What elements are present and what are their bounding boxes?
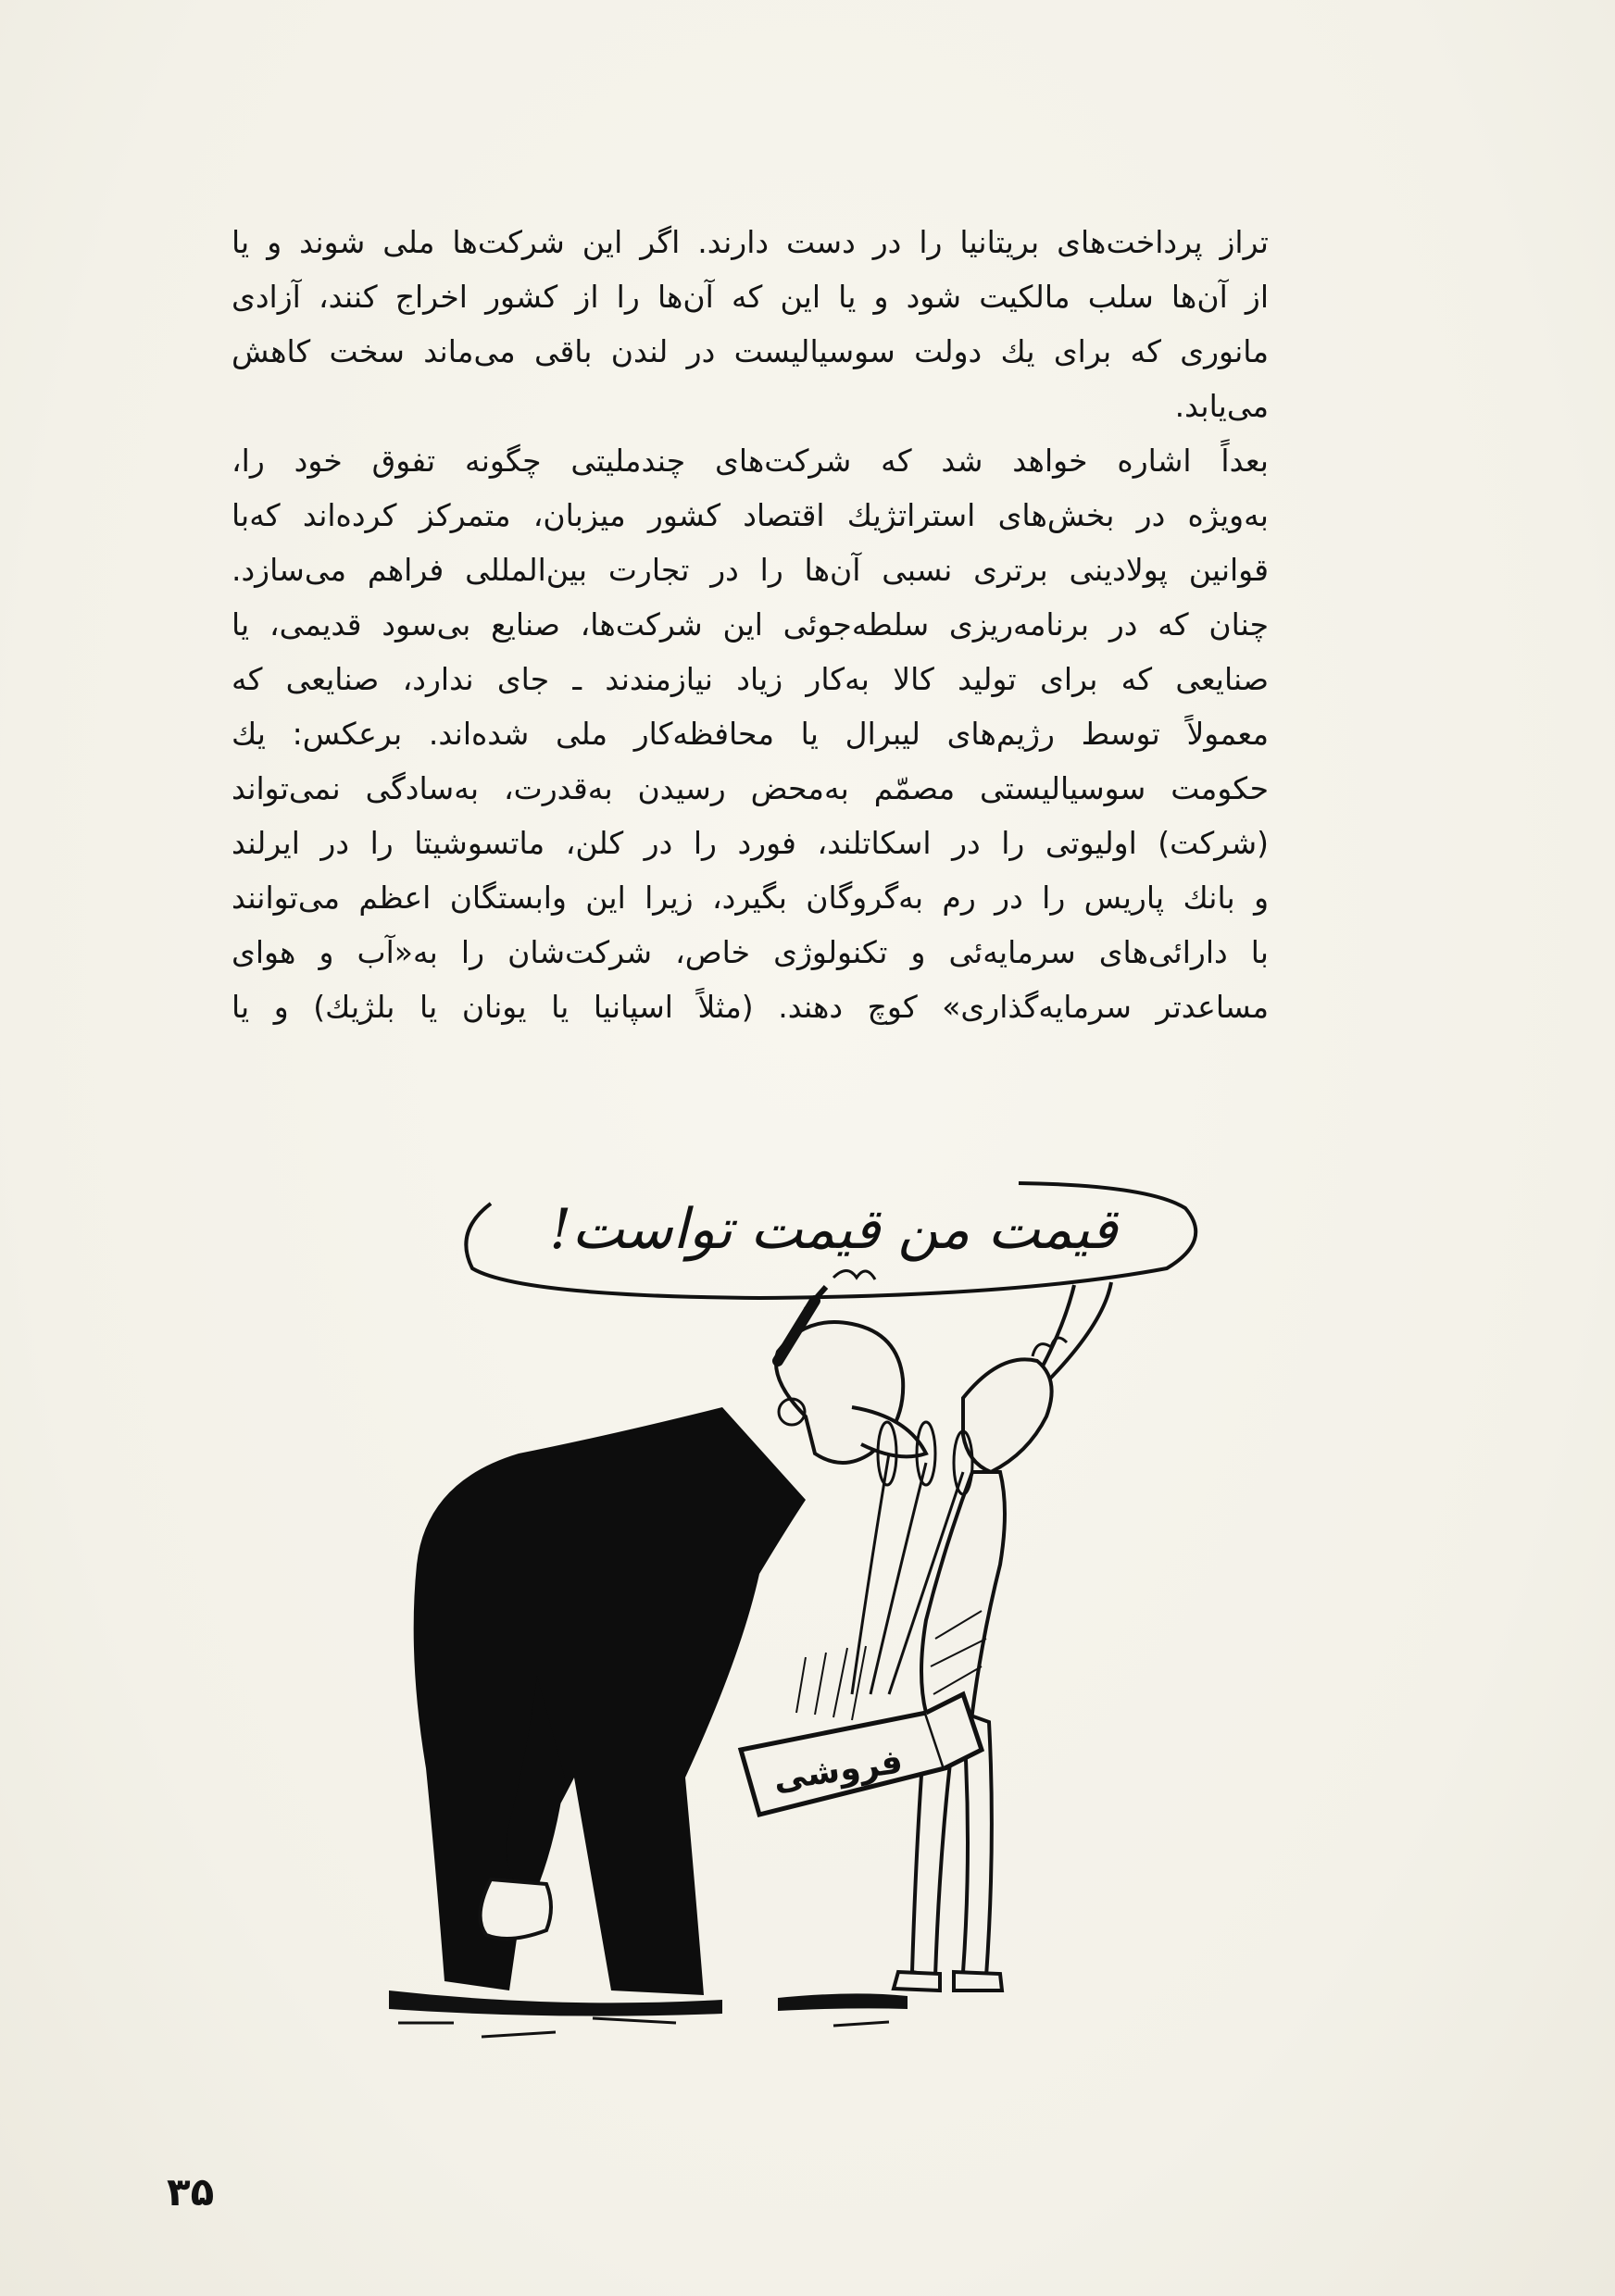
cartoon-illustration xyxy=(370,1176,1343,2102)
cartoon-drawing xyxy=(370,1176,1343,2102)
text-line: حکومت سوسیالیستی مصمّم به‌محض رسیدن به‌قدرت، به‌سادگی نمی‌تواند xyxy=(232,770,1269,806)
text-line: مساعدتر سرمایه‌گذاری» کوچ دهند. (مثلاً اسپانیا یا یونان یا بلژیك) و یا xyxy=(232,989,1269,1025)
text-line: و بانك پاریس را در رم به‌گروگان بگیرد، زیرا این وابستگان اعظم می‌توانند xyxy=(232,880,1269,916)
text-line: چنان که در برنامه‌ریزی سلطه‌جوئی این شرکت‌ها، صنایع بی‌سود قدیمی، یا xyxy=(232,606,1269,643)
thin-man-head xyxy=(963,1359,1052,1472)
text-line: (شرکت) اولیوتی را در اسکاتلند، فورد را در کلن، ماتسوشیتا را در ایرلند xyxy=(232,825,1269,861)
text-line: صنایعی که برای تولید کالا به‌کار زیاد نیازمندند ـ جای ندارد، صنایعی که xyxy=(232,661,1269,697)
text-line: می‌یابد. xyxy=(1174,388,1269,424)
page-number: ۳۵ xyxy=(167,2169,215,2215)
text-line: بعداً اشاره خواهد شد که شرکت‌های چندملیتی چگونه تفوق خود را، xyxy=(232,443,1269,479)
text-line: با دارائی‌های سرمایه‌ئی و تکنولوژی خاص، شرکت‌شان را به«آب و هوای xyxy=(232,934,1269,970)
body-text xyxy=(232,215,1269,1034)
text-line: تراز پرداخت‌های بریتانیا را در دست دارند. اگر این شرکت‌ها ملی شوند و یا xyxy=(232,224,1269,260)
speech-bubble-text: قیمت من قیمت تواست! xyxy=(549,1197,1118,1262)
text-line: از آن‌ها سلب مالکیت شود و یا این که آن‌ها را از کشور اخراج کنند، آزادی xyxy=(232,279,1269,315)
text-line: مانوری که برای یك دولت سوسیالیست در لندن باقی می‌ماند سخت کاهش xyxy=(232,333,1269,369)
sale-box-label: فروشی xyxy=(770,1742,906,1799)
text-line: قوانین پولادینی برتری نسبی آن‌ها را در تجارت بین‌المللی فراهم می‌سازد. xyxy=(232,552,1269,588)
ground-shadow xyxy=(389,1990,722,2016)
text-line: معمولاً توسط رژیم‌های لیبرال یا محافظه‌کار ملی شده‌اند. برعکس: یك xyxy=(232,716,1269,752)
businessman-suit xyxy=(414,1407,806,1995)
text-line: به‌ویژه در بخش‌های استراتژیك اقتصاد کشور میزبان، متمرکز کرده‌اند که‌با xyxy=(232,497,1269,533)
businessman-hand xyxy=(481,1879,551,1939)
